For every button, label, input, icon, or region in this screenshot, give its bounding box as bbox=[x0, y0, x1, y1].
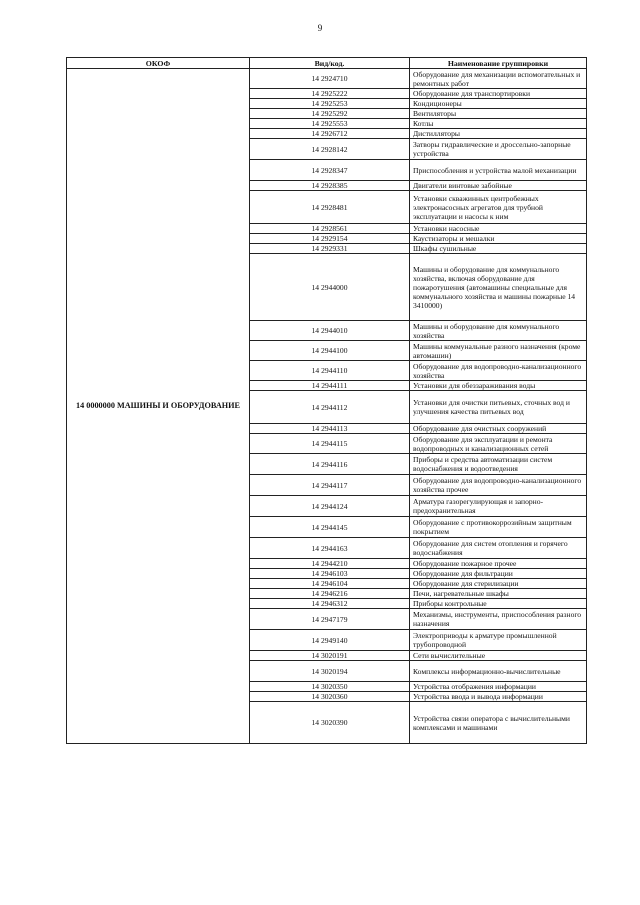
group-name-cell: Кондиционеры bbox=[410, 99, 587, 109]
group-name-cell: Установки для очистки питьевых, сточных вод и улучшения качества питьевых вод bbox=[410, 391, 587, 424]
group-name-cell: Оборудование пожарное прочее bbox=[410, 559, 587, 569]
group-name-cell: Каустизаторы и мешалки bbox=[410, 234, 587, 244]
okof-code-cell: 14 2929154 bbox=[250, 234, 410, 244]
okof-code-cell: 14 2944000 bbox=[250, 254, 410, 321]
okof-table bbox=[66, 57, 587, 744]
group-name-cell: Приборы и средства автоматизации систем водоснабжения и водоотведения bbox=[410, 454, 587, 475]
group-name-cell: Оборудование для систем отопления и горячего водоснабжения bbox=[410, 538, 587, 559]
group-name-cell: Механизмы, инструменты, приспособления разного назначения bbox=[410, 609, 587, 630]
group-name-cell: Вентиляторы bbox=[410, 109, 587, 119]
okof-code-cell: 14 2944100 bbox=[250, 341, 410, 361]
okof-code-cell: 14 2925553 bbox=[250, 119, 410, 129]
okof-code-cell: 14 2946103 bbox=[250, 569, 410, 579]
okof-code-cell: 14 2944117 bbox=[250, 475, 410, 496]
okof-group-cell: 14 0000000 МАШИНЫ И ОБОРУДОВАНИЕ bbox=[67, 69, 250, 744]
group-name-cell: Приспособления и устройства малой механизации bbox=[410, 160, 587, 181]
okof-code-cell: 14 2925222 bbox=[250, 89, 410, 99]
table-body bbox=[67, 69, 587, 744]
okof-code-cell: 14 2946312 bbox=[250, 599, 410, 609]
okof-code-cell: 14 2944113 bbox=[250, 424, 410, 434]
group-name-cell: Устройства связи оператора с вычислительными комплексами и машинами bbox=[410, 702, 587, 744]
group-name-cell: Установки для обеззараживания воды bbox=[410, 381, 587, 391]
okof-code-cell: 14 3020194 bbox=[250, 661, 410, 682]
okof-code-cell: 14 2929331 bbox=[250, 244, 410, 254]
group-name-cell: Сети вычислительные bbox=[410, 651, 587, 661]
okof-code-cell: 14 2928347 bbox=[250, 160, 410, 181]
group-name-cell: Оборудование для очистных сооружений bbox=[410, 424, 587, 434]
okof-code-cell: 14 2928385 bbox=[250, 181, 410, 191]
okof-code-cell: 14 3020350 bbox=[250, 682, 410, 692]
okof-column-header: ОКОФ bbox=[67, 58, 250, 69]
okof-code-cell: 14 2947179 bbox=[250, 609, 410, 630]
group-name-cell: Комплексы информационно-вычислительные bbox=[410, 661, 587, 682]
page-number: 9 bbox=[317, 23, 323, 33]
group-name-cell: Машины и оборудование для коммунального хозяйства, включая оборудование для пожаротушения (автомашины специальные для коммунального хозяйства и машины пожарные 14 3410000) bbox=[410, 254, 587, 321]
okof-code-cell: 14 2925253 bbox=[250, 99, 410, 109]
group-name-cell: Электроприводы к арматуре промышленной трубопроводной bbox=[410, 630, 587, 651]
group-name-cell: Оборудование для механизации вспомогательных и ремонтных работ bbox=[410, 69, 587, 89]
okof-code-cell: 14 3020360 bbox=[250, 692, 410, 702]
okof-code-cell: 14 2946104 bbox=[250, 579, 410, 589]
group-name-cell: Шкафы сушильные bbox=[410, 244, 587, 254]
group-name-cell: Печи, нагревательные шкафы bbox=[410, 589, 587, 599]
group-name-cell: Установки насосные bbox=[410, 224, 587, 234]
code-column-header: Вид/код. bbox=[250, 58, 410, 69]
okof-code-cell: 14 2928561 bbox=[250, 224, 410, 234]
okof-code-cell: 14 2926712 bbox=[250, 129, 410, 139]
group-name-cell: Оборудование для водопроводно-канализационного хозяйства bbox=[410, 361, 587, 381]
okof-code-cell: 14 2928481 bbox=[250, 191, 410, 224]
okof-code-cell: 14 2944116 bbox=[250, 454, 410, 475]
table-header-row bbox=[67, 58, 587, 69]
group-name-cell: Оборудование для водопроводно-канализационного хозяйства прочее bbox=[410, 475, 587, 496]
group-name-cell: Устройства отображения информации bbox=[410, 682, 587, 692]
name-column-header: Наименование группировки bbox=[410, 58, 587, 69]
group-name-cell: Оборудование для транспортировки bbox=[410, 89, 587, 99]
okof-code-cell: 14 2944115 bbox=[250, 434, 410, 454]
group-name-cell: Оборудование для фильтрации bbox=[410, 569, 587, 579]
group-name-cell: Оборудование для стерилизации bbox=[410, 579, 587, 589]
group-name-cell: Котлы bbox=[410, 119, 587, 129]
group-name-cell: Приборы контрольные bbox=[410, 599, 587, 609]
group-name-cell: Устройства ввода и вывода информации bbox=[410, 692, 587, 702]
okof-code-cell: 14 2924710 bbox=[250, 69, 410, 89]
okof-code-cell: 14 3020191 bbox=[250, 651, 410, 661]
okof-code-cell: 14 2944163 bbox=[250, 538, 410, 559]
group-name-cell: Арматура газорегулирующая и запорно-предохранительная bbox=[410, 496, 587, 517]
okof-code-cell: 14 2946216 bbox=[250, 589, 410, 599]
group-name-cell: Затворы гидравлические и дроссельно-запорные устройства bbox=[410, 139, 587, 160]
okof-code-cell: 14 2944124 bbox=[250, 496, 410, 517]
group-name-cell: Двигатели винтовые забойные bbox=[410, 181, 587, 191]
group-name-cell: Дистилляторы bbox=[410, 129, 587, 139]
group-name-cell: Машины и оборудование для коммунального хозяйства bbox=[410, 321, 587, 341]
okof-code-cell: 14 2925292 bbox=[250, 109, 410, 119]
group-name-cell: Машины коммунальные разного назначения (кроме автомашин) bbox=[410, 341, 587, 361]
group-name-cell: Оборудование с противокоррозийным защитным покрытием bbox=[410, 517, 587, 538]
okof-code-cell: 14 2928142 bbox=[250, 139, 410, 160]
table-row bbox=[67, 69, 587, 89]
okof-code-cell: 14 3020390 bbox=[250, 702, 410, 744]
okof-code-cell: 14 2949140 bbox=[250, 630, 410, 651]
okof-code-cell: 14 2944110 bbox=[250, 361, 410, 381]
group-name-cell: Оборудование для эксплуатации и ремонта водопроводных и канализационных сетей bbox=[410, 434, 587, 454]
okof-code-cell: 14 2944010 bbox=[250, 321, 410, 341]
okof-code-cell: 14 2944210 bbox=[250, 559, 410, 569]
okof-code-cell: 14 2944145 bbox=[250, 517, 410, 538]
okof-code-cell: 14 2944112 bbox=[250, 391, 410, 424]
okof-code-cell: 14 2944111 bbox=[250, 381, 410, 391]
group-name-cell: Установки скважинных центробежных электронасосных агрегатов для трубной эксплуатации и насосы к ним bbox=[410, 191, 587, 224]
